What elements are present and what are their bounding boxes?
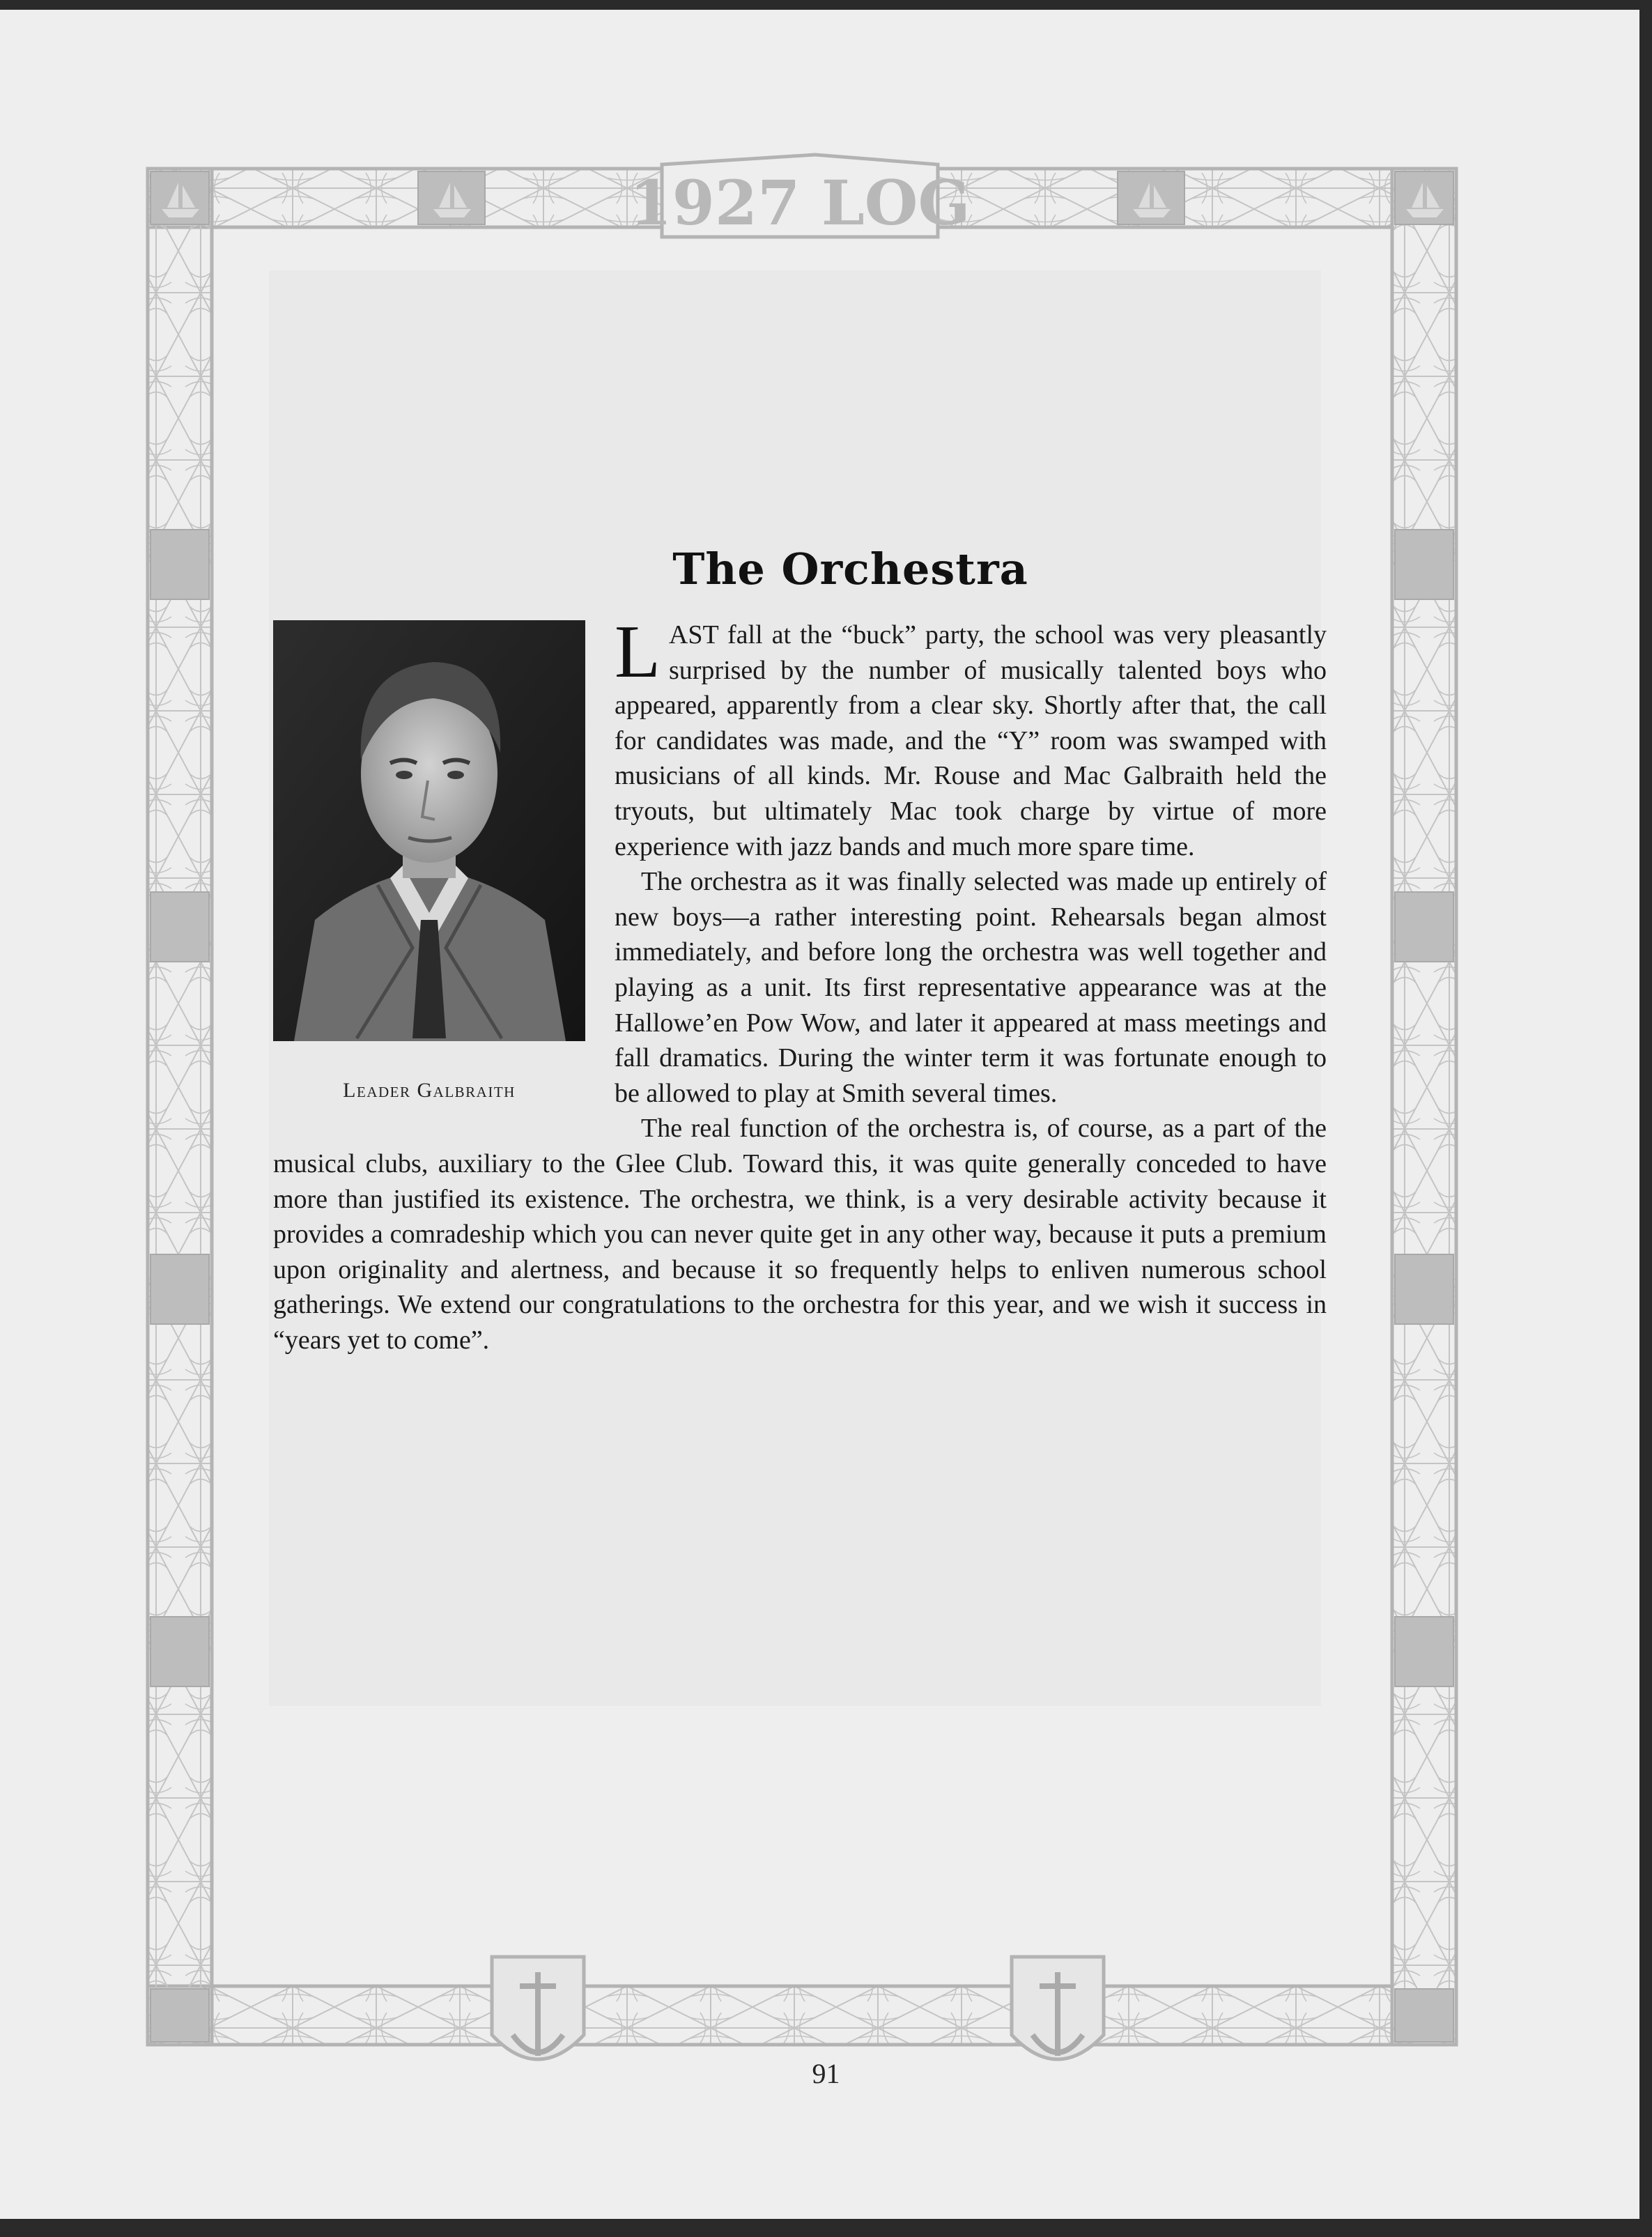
- paragraph-3: The real function of the orchestra is, of course, as a part of the musical clubs, auxiliary to the Glee Club. Toward this, it was quite generally conceded to have more than justified its existence. The orchestra, we think, is a very desirable activity because it provides a comradeship which you can never quite get in any other way, because it puts a premium upon originality and alertness, and because it so frequently helps to enliven numerous school gatherings. We extend our congratulations to the orchestra for this year, and we wish it success in “years yet to come”.: [273, 1114, 1327, 1355]
- article-title: The Orchestra: [672, 544, 1028, 594]
- page-number: 91: [812, 2058, 840, 2089]
- drop-cap: L: [615, 610, 661, 693]
- article-body: [273, 610, 1327, 1358]
- banner-text: 1927 LOG: [629, 167, 971, 239]
- paragraph-1-text: AST fall at the “buck” party, the school was very pleasantly surprised by the number of musically talented boys who appeared, apparently from a clear sky. Shortly after that, the call for candidates was made, and the “Y” room was swamped with musicians of all kinds. Mr. Rouse and Mac Galbraith held the tryouts, but ultimately Mac took charge by virtue of more experience with jazz bands and much more spare time.: [615, 620, 1327, 861]
- photo-caption: Leader Galbraith: [343, 1079, 516, 1102]
- paragraph-2: The orchestra as it was finally selected was made up entirely of new boys—a rather interesting point. Rehearsals began almost immediately, and before long the orchestra was well together and playing as a unit. Its first representative appearance was at the Hallowe’en Pow Wow, and later it appeared at mass meetings and fall dramatics. During the winter term it was fortunate enough to be allowed to play at Smith several times.: [615, 867, 1327, 1108]
- photo-float-spacer: [273, 617, 585, 1119]
